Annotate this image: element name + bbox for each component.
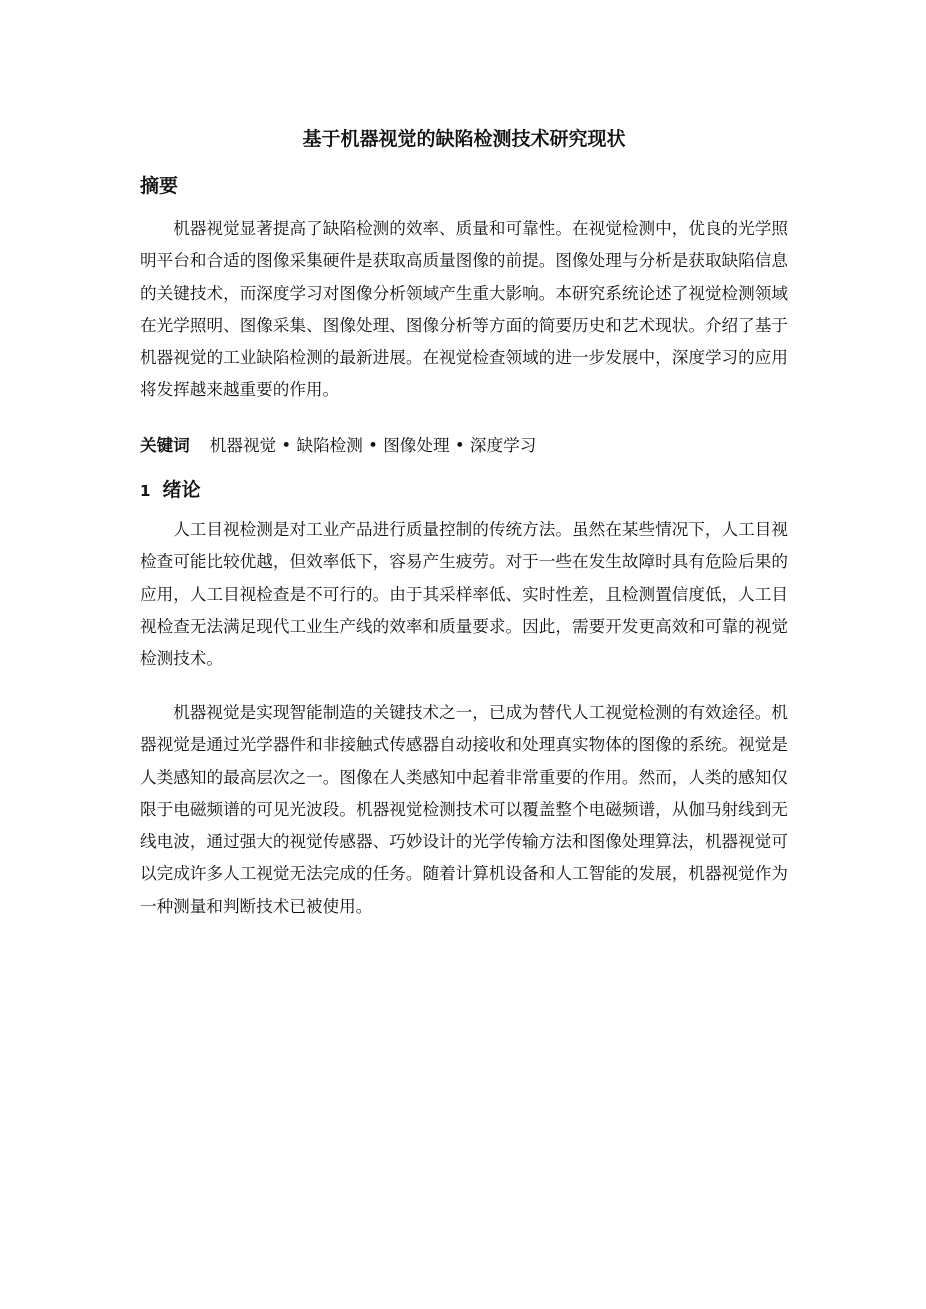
abstract-text: 机器视觉显著提高了缺陷检测的效率、质量和可靠性。在视觉检测中，优良的光学照明平台和合适的图像采集硬件是获取高质量图像的前提。图像处理与分析是获取缺陷信息的关键技术，而深度学习对图像分析领域产生重大影响。本研究系统论述了视觉检测领域在光学照明、图像采集、图像处理、图像分析等方面的简要历史和艺术现状。介绍了基于机器视觉的工业缺陷检测的最新进展。在视觉检查领域的进一步发展中，深度学习的应用将发挥越来越重要的作用。 [140, 219, 788, 400]
keywords-label: 关键词 [140, 436, 190, 455]
paper-title: 基于机器视觉的缺陷检测技术研究现状 [302, 128, 626, 150]
section-title: 绪论 [162, 479, 201, 501]
keywords-text: 机器视觉 • 缺陷检测 • 图像处理 • 深度学习 [209, 436, 537, 455]
section-heading-intro [140, 477, 200, 504]
abstract-heading: 摘要 [140, 175, 179, 197]
intro-paragraph-2: 机器视觉是实现智能制造的关键技术之一，已成为替代人工视觉检测的有效途径。机器视觉是通过光学器件和非接触式传感器自动接收和处理真实物体的图像的系统。视觉是人类感知的最高层次之一。图像在人类感知中起着非常重要的作用。然而，人类的感知仅限于电磁频谱的可见光波段。机器视觉检测技术可以覆盖整个电磁频谱，从伽马射线到无线电波，通过强大的视觉传感器、巧妙设计的光学传输方法和图像处理算法，机器视觉可以完成许多人工视觉无法完成的任务。随着计算机设备和人工智能的发展，机器视觉作为一种测量和判断技术已被使用。 [140, 703, 788, 916]
keywords-line [140, 430, 788, 462]
section-number: 1 [140, 482, 151, 500]
intro-paragraph-1: 人工目视检测是对工业产品进行质量控制的传统方法。虽然在某些情况下，人工目视检查可能比较优越，但效率低下，容易产生疲劳。对于一些在发生故障时具有危险后果的应用，人工目视检查是不可行的。由于其采样率低、实时性差，且检测置信度低，人工目视检查无法满足现代工业生产线的效率和质量要求。因此，需要开发更高效和可靠的视觉检测技术。 [140, 520, 788, 669]
